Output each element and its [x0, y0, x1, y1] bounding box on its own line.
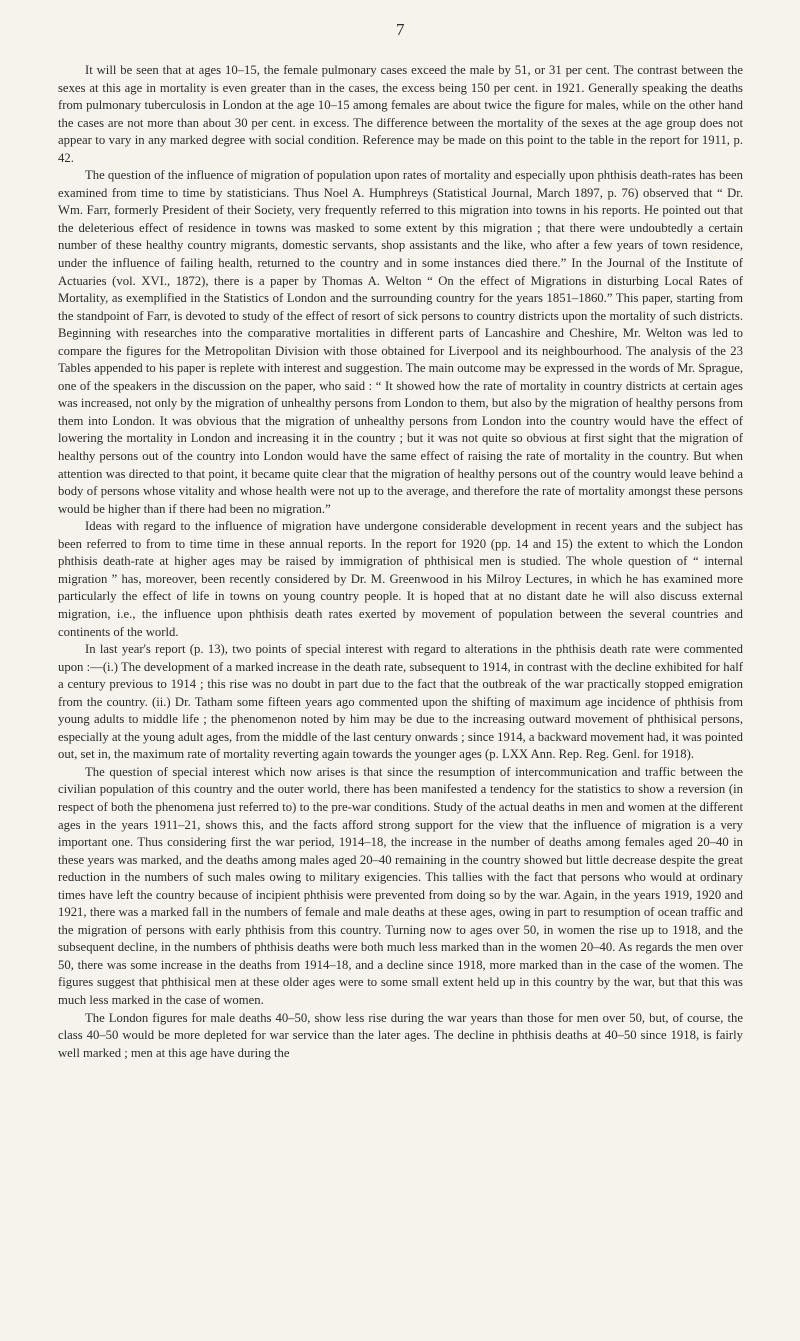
paragraph-sex-differences: It will be seen that at ages 10–15, the female pulmonary cases exceed the male by 51, or 31 per cent. The contrast between the sexes at this age in mortality is even greater than in the cases, the excess being 150 per cent. in 1921. Generally speaking the deaths from pulmonary tuberculosis in London at the age 10–15 among females are about twice the figure for males, while on the other hand the cases are not more than about 30 per cent. in excess. The difference between the mortality of the sexes at the age group does not appear to vary in any marked degree with social condition. Reference may be made on this point to the table in the report for 1911, p. 42.: [58, 63, 743, 165]
paragraph-migration-ideas: Ideas with regard to the influence of migration have undergone considerable development in recent years and the subject has been referred to from to time time in these annual reports. In the report for 1920 (pp. 14 and 15) the extent to which the London phthisis death-rate at higher ages may be raised by immigration of phthisical men is studied. The whole question of “ internal migration ” has, moreover, been recently considered by Dr. M. Greenwood in his Milroy Lectures, in which he has examined more particularly the effect of life in towns on young country people. It is hoped that at no distant date he will also discuss external migration, i.e., the influence upon phthisis death rates exerted by movement of population between the several countries and continents of the world.: [58, 519, 743, 639]
page-number: 7: [396, 20, 405, 39]
paragraph-migration-history: The question of the influence of migration of population upon rates of mortality and especially upon phthisis death-rates has been examined from time to time by statisticians. Thus Noel A. Humphreys (Statistical Journal, March 1897, p. 76) observed that “ Dr. Wm. Farr, formerly President of their Society, very frequently referred to this migration into towns in his reports. He pointed out that the deleterious effect of residence in towns was masked to some extent by this migration ; that there were undoubtedly a certain number of these healthy country migrants, domestic servants, shop assistants and the like, who after a few years of town residence, under the influence of failing health, returned to the country and in some instances died there.” In the Journal of the Institute of Actuaries (vol. XVI., 1872), there is a paper by Thomas A. Welton “ On the effect of Migrations in disturbing Local Rates of Mortality, as exemplified in the Statistics of London and the surrounding country for the years 1851–1860.” This paper, starting from the standpoint of Farr, is devoted to study of the effect of resort of sick persons to country districts upon the mortality of such districts. Beginning with researches into the comparative mortalities in different parts of Lancashire and Cheshire, Mr. Welton was led to compare the figures for the Metropolitan Division with those obtained for Liverpool and its neighbourhood. The analysis of the 23 Tables appended to his paper is replete with interest and suggestion. The main outcome may be expressed in the words of Mr. Sprague, one of the speakers in the discussion on the paper, who said : “ It showed how the rate of mortality in country districts at certain ages was increased, not only by the migration of unhealthy persons from London to them, but also by the migration of healthy persons from them into London. It was obvious that the migration of unhealthy persons from London into the country would have the effect of lowering the mortality in London and increasing it in the country ; but it was not quite so obvious at first sight that the migration of healthy persons out of the country into London would have the same effect of raising the rate of mortality in the country. But when attention was directed to that point, it became quite clear that the migration of healthy persons out of the country would leave behind a body of persons whose vitality and whose health were not up to the average, and therefore the rate of mortality amongst these persons would be higher than if there had been no migration.”: [58, 168, 743, 516]
paragraph-last-year-report: In last year's report (p. 13), two points of special interest with regard to alterations in the phthisis death rate were commented upon :—(i.) The development of a marked increase in the death rate, subsequent to 1914, in contrast with the decline exhibited for half a century previous to 1914 ; this rise was no doubt in part due to the fact that the outbreak of the war practically stopped emigration from the country. (ii.) Dr. Tatham some fifteen years ago commented upon the shifting of maximum age incidence of phthisis from young adults to middle life ; the phenomenon noted by him may be due to the increasing outward movement of phthisical persons, especially at the young adult ages, from the middle of the last century onwards ; since 1914, a backward movement had, it was pointed out, set in, the maximum rate of mortality reverting again towards the younger ages (p. LXX Ann. Rep. Reg. Genl. for 1918).: [58, 642, 743, 762]
paragraph-london-male-deaths: The London figures for male deaths 40–50, show less rise during the war years than those for men over 50, but, of course, the class 40–50 would be more depleted for war service than the later ages. The decline in phthisis deaths at 40–50 since 1918, is fairly well marked ; men at this age have during the: [58, 1010, 743, 1060]
paragraph-reversion-tendency: The question of special interest which now arises is that since the resumption of intercommunication and traffic between the civilian population of this country and the outer world, there has been manifested a tendency for the statistics to show a reversion (in respect of both the phenomena just referred to) to the pre-war conditions. Study of the actual deaths in men and women at the different ages in the years 1911–21, shows this, and the facts afford strong support for the view that the influence of migration is a very important one. Thus considering first the war period, 1914–18, the increase in the number of deaths among females aged 20–40 in these years was marked, and the deaths among males aged 20–40 remaining in the country showed but little decrease despite the great reduction in the numbers of such males owing to military exigencies. This tallies with the fact that persons who would at ordinary times have left the country because of incipient phthisis were prevented from doing so by the war. Again, in the years 1919, 1920 and 1921, there was a marked fall in the numbers of female and male deaths at these ages, owing in part to resumption of ocean traffic and the migration of persons with early phthisis from this country. Turning now to ages over 50, in women the rise up to 1918, and the subsequent decline, in the numbers of phthisis deaths were both much less marked than in the women 20–40. As regards the men over 50, there was some increase in the deaths from 1914–18, and a decline since 1918, more marked than in the case of the women. The figures suggest that phthisical men at these older ages were to some small extent held up in this country by the war, but that this was much less marked in the case of women.: [58, 764, 743, 1007]
